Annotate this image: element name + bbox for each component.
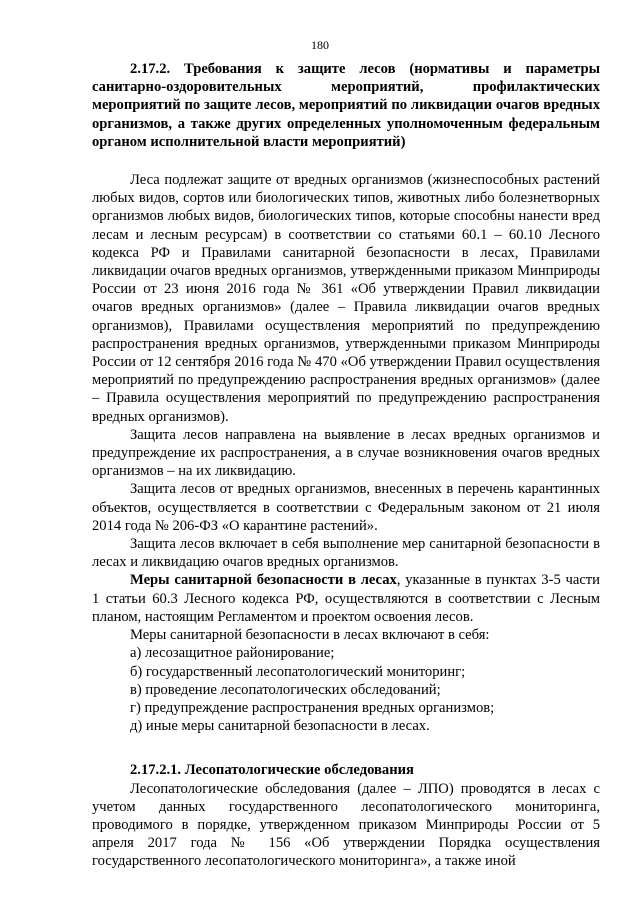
section-heading: 2.17.2. Требования к защите лесов (нормативы и параметры санитарно-оздоровительных мероприятий, профилактических мероприятий по защите лесов, мероприятий по ликвидации очагов вредных организмов, а также других определенных уполномоченным федеральным органом исполнительной власти мероприятий) (92, 61, 600, 150)
subsection-heading: 2.17.2.1. Лесопатологические обследования (130, 762, 414, 779)
bold-term: Меры санитарной безопасности в лесах (130, 572, 397, 589)
paragraph-lpo: Лесопатологические обследования (далее – ЛПО) проводятся в лесах с учетом данных государственного лесопатологического мониторинга, проводимого в порядке, утвержденном приказом Минприроды России от 5 апреля 2017 года № 156 «Об утверждении Порядка осуществления государственного лесопатологического мониторинга», а также иной (92, 780, 600, 870)
list-item: в) проведение лесопатологических обследований; (130, 681, 441, 698)
list-intro: Меры санитарной безопасности в лесах включают в себя: (130, 627, 490, 644)
paragraph-rest: , указанные в пунктах 3-5 части 1 статьи 60.3 Лесного кодекса РФ, осуществляются в соответствии с Лесным планом, настоящим Регламентом и проектом освоения лесов. (92, 572, 600, 625)
paragraph-protection-aim: Защита лесов направлена на выявление в лесах вредных организмов и предупреждение их распространения, а в случае возникновения очагов вредных организмов – на их ликвидацию. (92, 426, 600, 480)
list-item: б) государственный лесопатологический мониторинг; (130, 663, 466, 680)
document-body (92, 60, 600, 871)
page-number: 180 (311, 38, 329, 52)
paragraph-quarantine: Защита лесов от вредных организмов, внесенных в перечень карантинных объектов, осуществляется в соответствии с Федеральным законом от 21 июля 2014 года № 206-ФЗ «О карантине растений». (92, 481, 600, 534)
paragraph-protection-includes: Защита лесов включает в себя выполнение мер санитарной безопасности в лесах и ликвидацию очагов вредных организмов. (92, 536, 600, 571)
list-item: д) иные меры санитарной безопасности в лесах. (130, 718, 430, 735)
paragraph-sanitary-measures (92, 571, 600, 626)
list-item: а) лесозащитное районирование; (130, 645, 335, 662)
list-item: г) предупреждение распространения вредных организмов; (130, 699, 495, 716)
paragraph-forest-protection: Леса подлежат защите от вредных организмов (жизнеспособных растений любых видов, сортов или биологических типов, животных либо болезнетворных организмов любых видов, биологических типов, которые способны нанести вред лесам и лесным ресурсам) в соответствии со статьями 60.1 – 60.10 Лесного кодекса РФ и Правилами санитарной безопасности в лесах, Правилами ликвидации очагов вредных организмов, утвержденными приказом Минприроды России от 23 июня 2016 года № 361 «Об утверждении Правил ликвидации очагов вредных организмов» (далее – Правила ликвидации очагов вредных организмов), Правилами осуществления мероприятий по предупреждению распространения вредных организмов, утвержденными приказом Минприроды России от 12 сентября 2016 года № 470 «Об утверждении Правил осуществления мероприятий по предупреждению распространения вредных организмов» (далее – Правила осуществления мероприятий по предупреждению распространения вредных организмов). (92, 172, 600, 425)
